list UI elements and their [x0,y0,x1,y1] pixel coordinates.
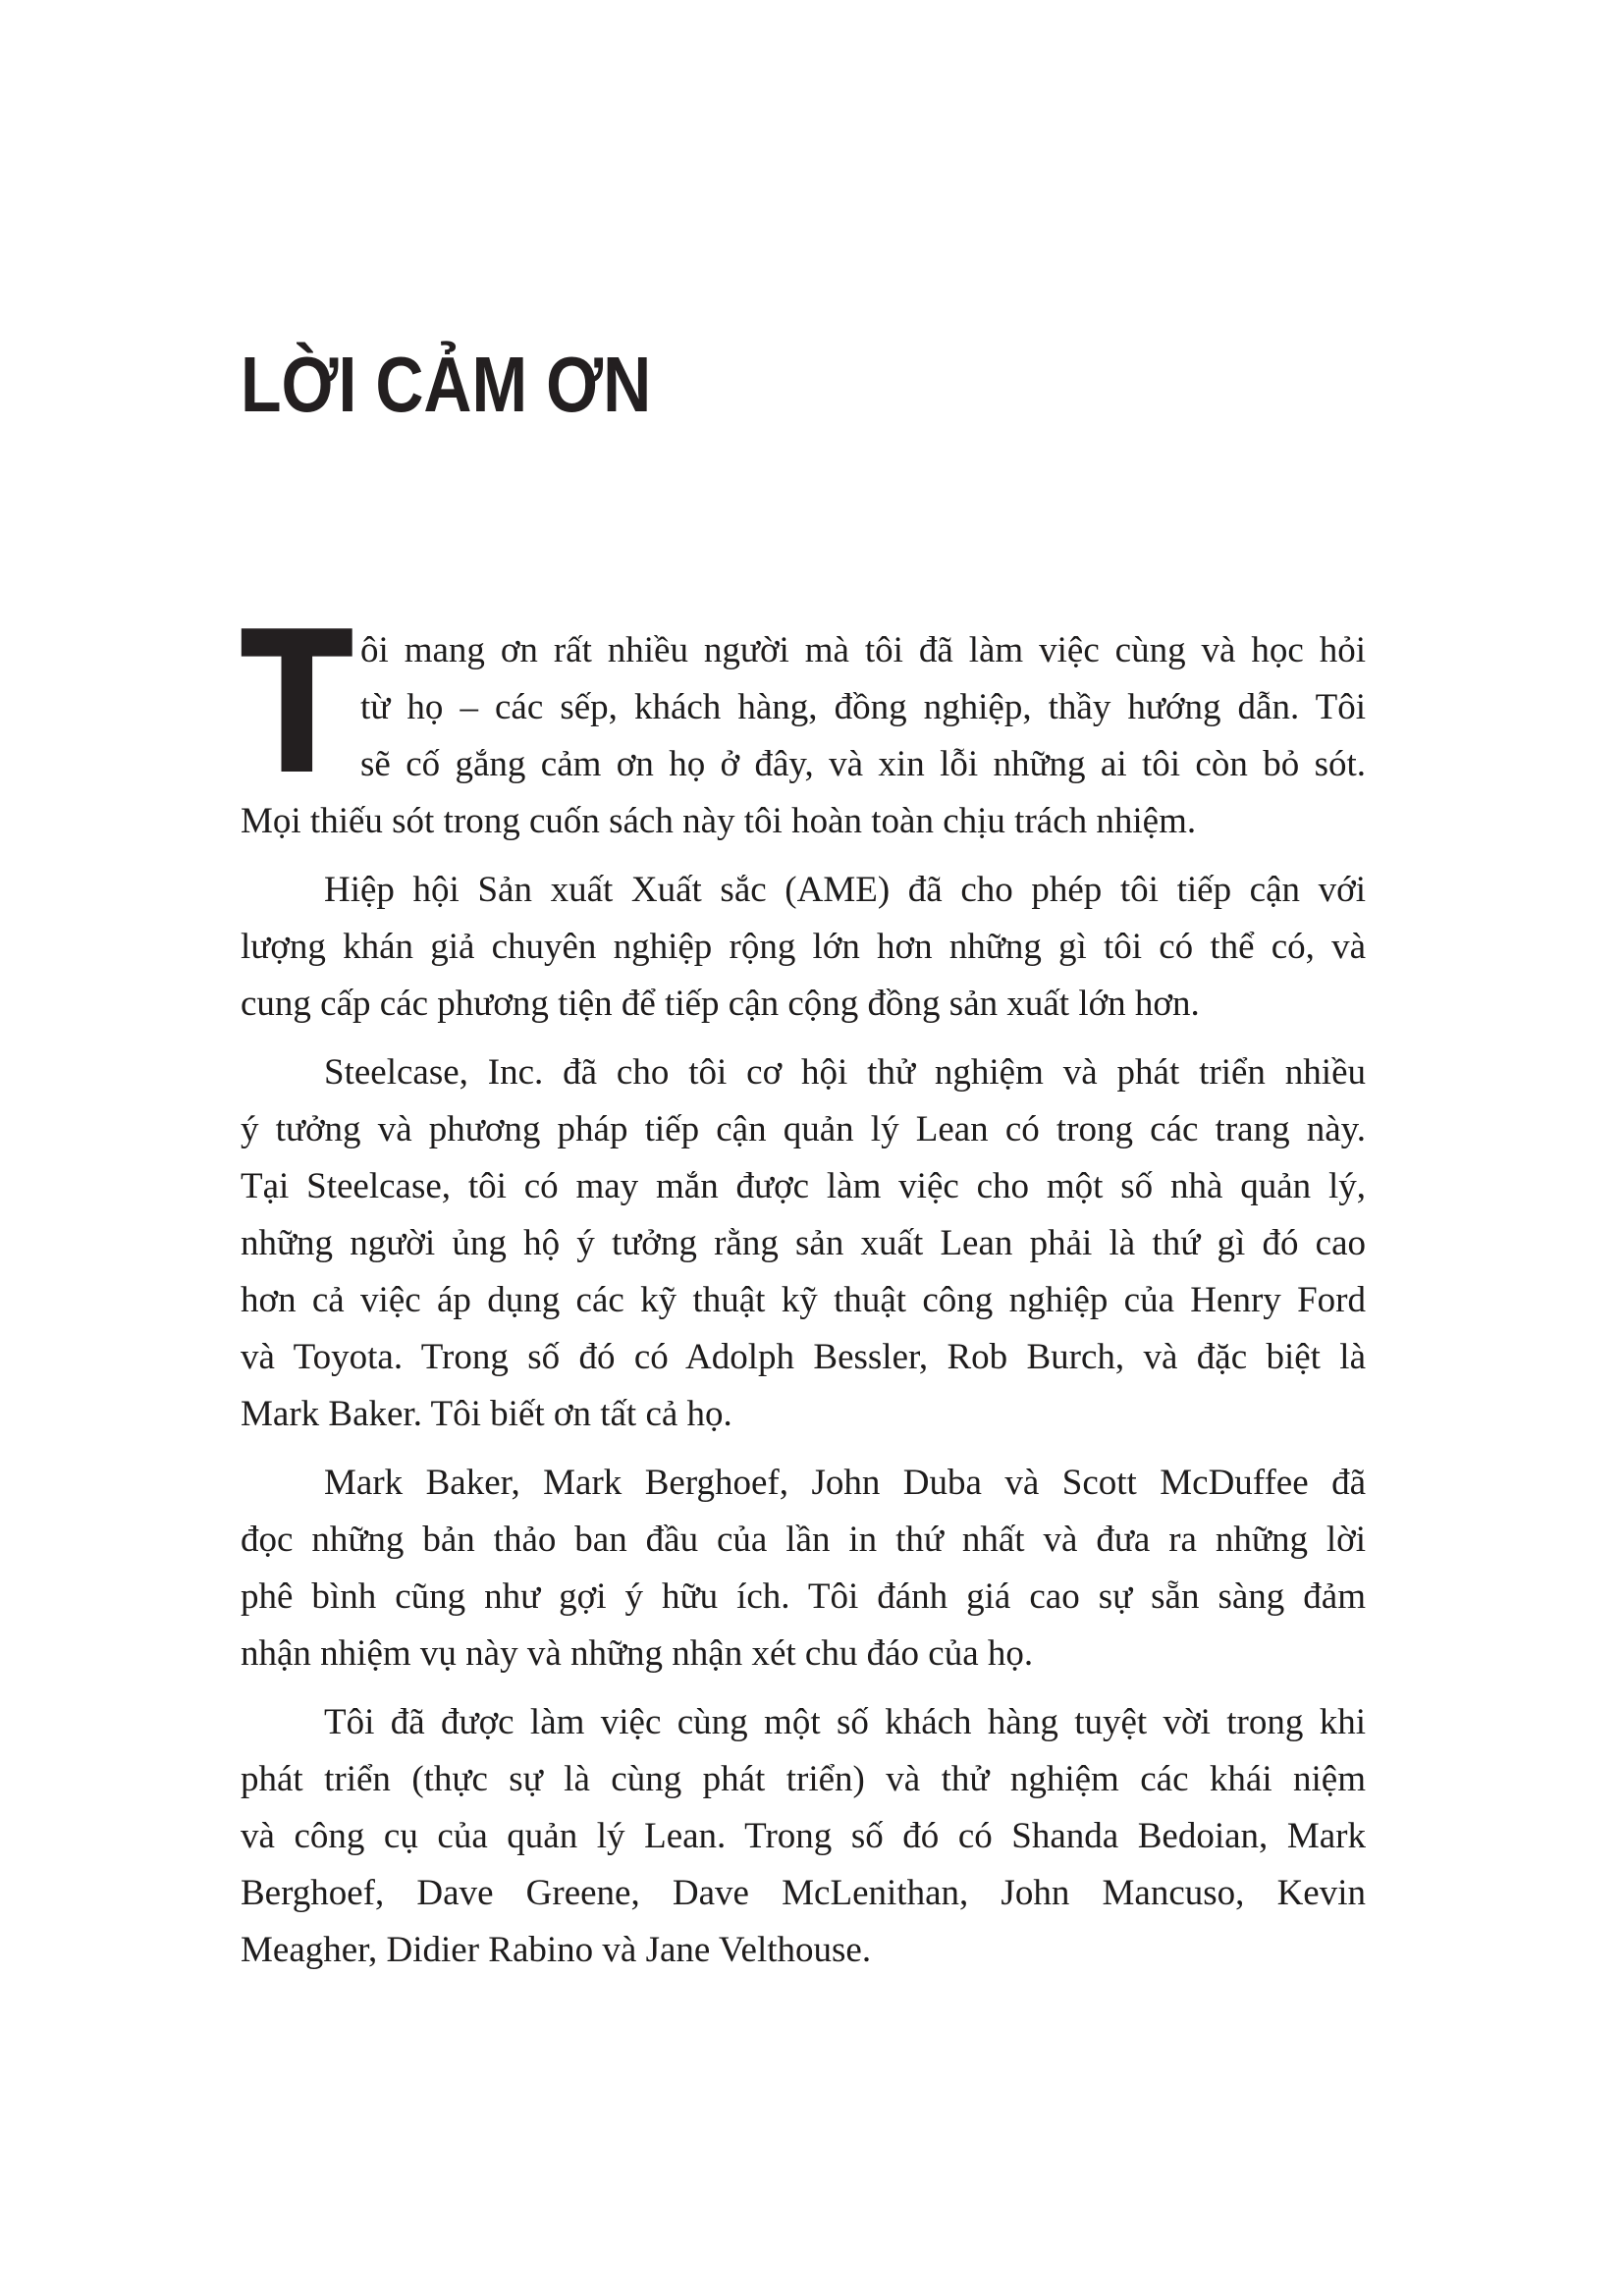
drop-cap [241,590,360,819]
text-line: lượng khán giả chuyên nghiệp rộng lớn hơn những gì tôi có thể có, và [241,927,1366,967]
paragraph [241,1455,1366,1682]
text-line: nhận nhiệm vụ này và những nhận xét chu đáo của họ. [241,1633,1034,1674]
text-line: Steelcase, Inc. đã cho tôi cơ hội thử nghiệm và phát triển nhiều [324,1052,1366,1093]
paragraph [241,862,1366,1033]
text-line: phát triển (thực sự là cùng phát triển) và thử nghiệm các khái niệm [241,1759,1366,1799]
text-line: đọc những bản thảo ban đầu của lần in thứ nhất và đưa ra những lời [241,1520,1366,1560]
text-line: Tại Steelcase, tôi có may mắn được làm việc cho một số nhà quản lý, [241,1166,1366,1206]
text-line: Tôi đã được làm việc cùng một số khách hàng tuyệt vời trong khi [324,1702,1366,1742]
paragraph [241,1694,1366,1979]
text-line: ý tưởng và phương pháp tiếp cận quản lý Lean có trong các trang này. [241,1109,1366,1149]
text-line: Hiệp hội Sản xuất Xuất sắc (AME) đã cho phép tôi tiếp cận với [324,870,1366,910]
text-line: từ họ – các sếp, khách hàng, đồng nghiệp, thầy hướng dẫn. Tôi [360,687,1366,727]
text-line: Berghoef, Dave Greene, Dave McLenithan, John Mancuso, Kevin [241,1873,1366,1913]
text-line: và Toyota. Trong số đó có Adolph Bessler, Rob Burch, và đặc biệt là [241,1337,1366,1377]
text-line: Mọi thiếu sót trong cuốn sách này tôi hoàn toàn chịu trách nhiệm. [241,801,1197,841]
text-line: hơn cả việc áp dụng các kỹ thuật kỹ thuật công nghiệp của Henry Ford [241,1280,1366,1320]
drop-cap-letter: T [241,590,353,819]
text-line: ôi mang ơn rất nhiều người mà tôi đã làm việc cùng và học hỏi [360,630,1366,670]
text-line: những người ủng hộ ý tưởng rằng sản xuất Lean phải là thứ gì đó cao [241,1223,1366,1263]
text-line: cung cấp các phương tiện để tiếp cận cộng đồng sản xuất lớn hơn. [241,984,1200,1024]
text-line: và công cụ của quản lý Lean. Trong số đó có Shanda Bedoian, Mark [241,1816,1366,1856]
text-line: Mark Baker, Mark Berghoef, John Duba và Scott McDuffee đã [324,1463,1366,1503]
text-line: sẽ cố gắng cảm ơn họ ở đây, và xin lỗi những ai tôi còn bỏ sót. [360,744,1366,784]
paragraph [241,590,1366,850]
text-line: phê bình cũng như gợi ý hữu ích. Tôi đánh giá cao sự sẵn sàng đảm [241,1576,1366,1617]
text-line: Meagher, Didier Rabino và Jane Velthouse. [241,1930,872,1970]
paragraph [241,1044,1366,1443]
body-text [241,590,1366,1979]
text-line: Mark Baker. Tôi biết ơn tất cả họ. [241,1394,732,1434]
chapter-title: LỜI CẢM ƠN [241,341,652,428]
